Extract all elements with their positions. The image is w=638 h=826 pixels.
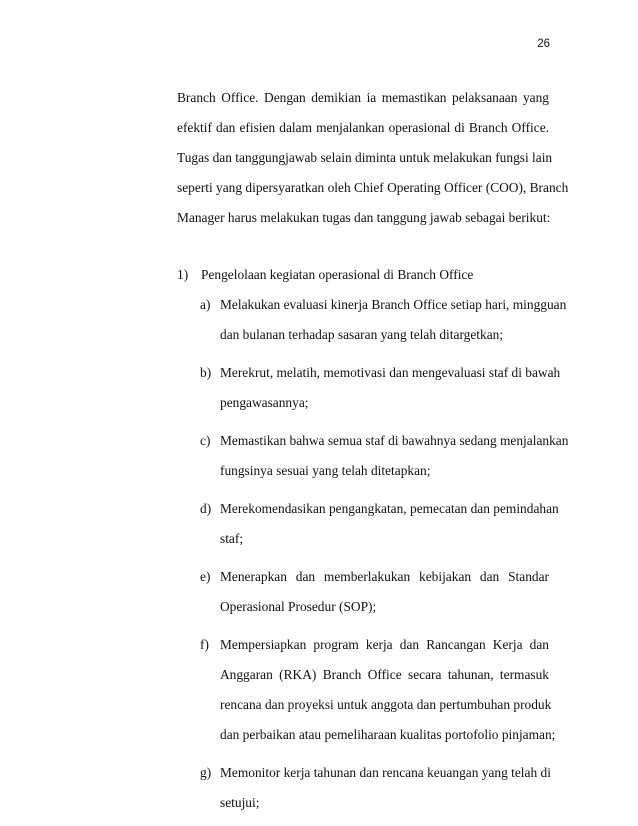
section-1 (177, 260, 569, 818)
duty-list (200, 290, 569, 818)
item-line: dan perbaikan atau pemeliharaan kualitas portofolio pinjaman; (220, 727, 556, 742)
page-content (177, 83, 569, 826)
item-marker: b) (200, 365, 212, 380)
section-number: 1) (177, 267, 189, 282)
intro-line: Tugas dan tanggungjawab selain diminta untuk melakukan fungsi lain (177, 150, 553, 165)
item-marker: f) (200, 637, 209, 652)
item-line: fungsinya sesuai yang telah ditetapkan; (220, 463, 431, 478)
page-number: 26 (537, 38, 550, 50)
intro-line: efektif dan efisien dalam menjalankan operasional di Branch Office. (177, 120, 549, 135)
intro-line: Branch Office. Dengan demikian ia memastikan pelaksanaan yang (177, 90, 549, 105)
list-item-f (200, 630, 556, 750)
item-marker: g) (200, 765, 212, 780)
intro-paragraph (177, 83, 569, 233)
item-marker: a) (200, 297, 211, 312)
intro-line: Manager harus melakukan tugas dan tanggung jawab sebagai berikut: (177, 210, 551, 225)
list-item-c (200, 426, 569, 486)
item-line: Operasional Prosedur (SOP); (220, 599, 377, 614)
list-item-d (200, 494, 559, 554)
item-line: staf; (220, 531, 244, 546)
list-item-g (200, 758, 549, 818)
list-item-a (200, 290, 567, 350)
item-line: setujui; (220, 795, 260, 810)
item-marker: d) (200, 501, 212, 516)
list-item-b (200, 358, 561, 418)
item-line: Merekrut, melatih, memotivasi dan mengevaluasi staf di bawah (220, 365, 561, 380)
section-title: Pengelolaan kegiatan operasional di Branch Office (201, 267, 474, 282)
intro-line: seperti yang dipersyaratkan oleh Chief Operating Officer (COO), Branch (177, 180, 569, 195)
item-line: Memonitor kerja tahunan dan rencana keuangan yang telah di (220, 765, 551, 780)
item-line: rencana dan proyeksi untuk anggota dan pertumbuhan produk (220, 697, 552, 712)
list-item-e (200, 562, 549, 622)
item-line: Melakukan evaluasi kinerja Branch Office setiap hari, mingguan (220, 297, 567, 312)
item-line: pengawasannya; (220, 395, 309, 410)
item-marker: e) (200, 569, 211, 584)
item-marker: c) (200, 433, 211, 448)
item-line: Memastikan bahwa semua staf di bawahnya sedang menjalankan (220, 433, 569, 448)
section-heading (177, 260, 549, 290)
item-line: Anggaran (RKA) Branch Office secara tahunan, termasuk (220, 667, 549, 682)
item-line: Menerapkan dan memberlakukan kebijakan dan Standar (220, 569, 549, 584)
item-line: dan bulanan terhadap sasaran yang telah ditargetkan; (220, 327, 504, 342)
item-line: Merekomendasikan pengangkatan, pemecatan dan pemindahan (220, 501, 559, 516)
item-line: Mempersiapkan program kerja dan Rancangan Kerja dan (220, 637, 549, 652)
